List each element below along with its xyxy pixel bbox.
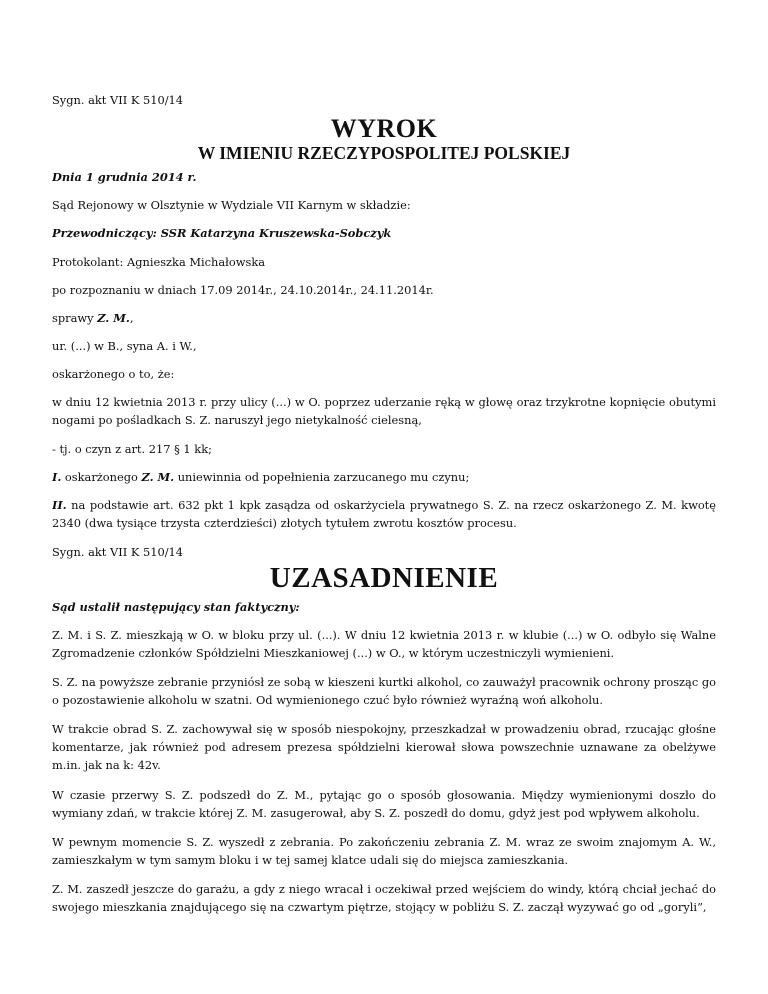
accused-of: oskarżonego o to, że:	[52, 367, 175, 381]
document-page	[52, 0, 716, 994]
charge-description: w dniu 12 kwietnia 2013 r. przy ulicy (...) w O. poprzez uderzanie ręką w głowę oraz trzykrotne kopnięcie obutymi nogami po pośladkach S. Z. naruszył jego nietykalność cielesną,	[52, 395, 716, 427]
court-composition: Sąd Rejonowy w Olsztynie w Wydziale VII Karnym w składzie:	[52, 198, 411, 212]
paragraph-2: S. Z. na powyższe zebranie przyniósł ze sobą w kieszeni kurtki alkohol, co zauważył pracownik ochrony prosząc go o pozostawienie alkoholu w szatni. Od wymienionego czuć było również wyraźną woń alkoholu.	[52, 675, 716, 707]
verdict-date: Dnia 1 grudnia 2014 r.	[52, 170, 197, 184]
case-of-prefix: sprawy	[52, 311, 98, 325]
case-of-line	[52, 309, 716, 327]
point-1-post: uniewinnia od popełnienia zarzucanego mu czynu;	[174, 470, 470, 484]
paragraph-1: Z. M. i S. Z. mieszkają w O. w bloku przy ul. (...). W dniu 12 kwietnia 2013 r. w klubie (...) w O. odbyło się Walne Zgromadzenie członków Spółdzielni Mieszkaniowej (...) w O., w którym uczestniczyli wymienieni.	[52, 628, 716, 660]
paragraph-6: Z. M. zaszedł jeszcze do garażu, a gdy z niego wracał i oczekiwał przed wejściem do windy, którą chciał jechać do swojego mieszkania znajdującego się na czwartym piętrze, stojący w pobliżu S. Z. zaczął wyzywać go od „goryli”,	[52, 882, 716, 914]
verdict-title: WYROK	[330, 114, 438, 143]
verdict-point-2	[52, 496, 716, 532]
point-1-number: I.	[52, 470, 62, 484]
point-1-name: Z. M.	[141, 470, 175, 484]
birth-info: ur. (...) w B., syna A. i W.,	[52, 339, 197, 353]
case-number: Sygn. akt VII K 510/14	[52, 93, 184, 107]
point-2-number: II.	[52, 498, 67, 512]
presiding-judge: Przewodniczący: SSR Katarzyna Kruszewska-Sobczyk	[52, 226, 392, 240]
paragraph-4: W czasie przerwy S. Z. podszedł do Z. M., pytając go o sposób głosowania. Między wymienionymi doszło do wymiany zdań, w trakcie której Z. M. zasugerował, aby S. Z. poszedł do domu, gdyż jest pod wpływem alkoholu.	[52, 788, 716, 820]
findings-heading: Sąd ustalił następujący stan faktyczny:	[52, 600, 300, 614]
paragraph-3: W trakcie obrad S. Z. zachowywał się w sposób niespokojny, przeszkadzał w prowadzeniu obrad, rzucając głośne komentarze, jak również pod adresem prezesa spółdzielni kierował słowa powszechnie uznawane za obelżywe m.in. jak na k: 42v.	[52, 722, 716, 772]
case-number-2: Sygn. akt VII K 510/14	[52, 545, 184, 559]
justification-title: UZASADNIENIE	[269, 562, 499, 594]
point-1-pre: oskarżonego	[61, 470, 142, 484]
verdict-subtitle: W IMIENIU RZECZYPOSPOLITEJ POLSKIEJ	[197, 143, 571, 163]
legal-article: - tj. o czyn z art. 217 § 1 kk;	[52, 442, 212, 456]
paragraph-5: W pewnym momencie S. Z. wyszedł z zebrania. Po zakończeniu zebrania Z. M. wraz ze swoim znajomym A. W., zamieszkałym w tym samym bloku i w tej samej klatce udali się do miejsca zamieszkania.	[52, 835, 716, 867]
case-of-suffix: ,	[129, 311, 134, 325]
accused-name: Z. M.	[97, 311, 130, 325]
point-2-text: na podstawie art. 632 pkt 1 kpk zasądza od oskarżyciela prywatnego S. Z. na rzecz oskarżonego Z. M. kwotę 2340 (dwa tysiące trzysta czterdzieści) złotych tytułem zwrotu kosztów procesu.	[52, 498, 716, 530]
hearing-dates: po rozpoznaniu w dniach 17.09 2014r., 24.10.2014r., 24.11.2014r.	[52, 283, 434, 297]
verdict-point-1	[52, 468, 716, 486]
court-clerk: Protokolant: Agnieszka Michałowska	[52, 255, 266, 269]
